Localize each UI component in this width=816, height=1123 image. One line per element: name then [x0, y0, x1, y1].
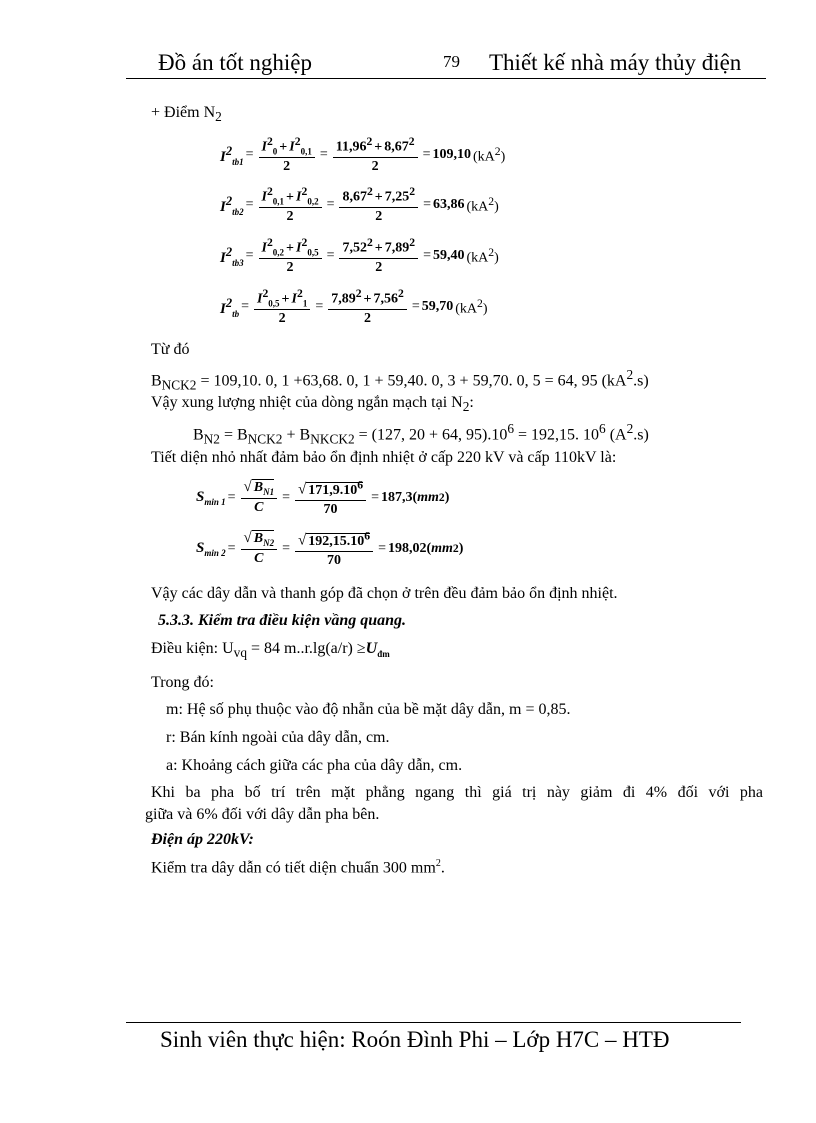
footer-rule — [126, 1022, 741, 1023]
footer-text: Sinh viên thực hiện: Roón Đình Phi – Lớp H7C – HTĐ — [160, 1027, 670, 1052]
condition-line: Điều kiện: $U_{vq} = 84$ $m..r.\lg(a/r) \ge U_{đm}$ — [151, 640, 390, 661]
trong-do-text: Trong đó: — [151, 674, 214, 691]
smin-1-equation: $S_{min 1}$ = $\frac{√ B_{N1}}{C}$ = $\frac{√ 171,9.10^6}{70}$ = 187,3( mm 2 ) — [196, 478, 450, 517]
def-m: m: Hệ số phụ thuộc vào độ nhẵn của bề mặt dây dẫn, m = 0,85. — [166, 701, 571, 718]
smin-2-equation: $S_{min 2}$ = $\frac{√ B_{N2}}{C}$ = $\frac{√ 192,15.10^6}{70}$ = 198,02( mm 2 ) — [196, 529, 464, 568]
conclusion-text: Vậy các dây dẫn và thanh góp đã chọn ở trên đều đảm bảo ổn định nhiệt. — [151, 585, 618, 602]
def-a: a: Khoảng cách giữa các pha của dây dẫn, cm. — [166, 757, 463, 774]
paragraph-line-2: giữa và 6% đối với dây dẫn pha bên. — [145, 806, 380, 823]
n2-equation-row: $I^2_{tb}$ = $\frac{I^2_{0,5} + I^2_1}{2}$ = $\frac{7,89^2 + 7,56^2}{2}$ = 59,70 $(kA^2)$ — [220, 287, 488, 327]
n2-equation-row: $I^2_{tb1}$ = $\frac{I^2_0 + I^2_{0,1}}{2}$ = $\frac{11,96^2 + 8,67^2}{2}$ = 109,10 $(kA^2)$ — [220, 135, 506, 175]
section-title: 5.3.3. Kiểm tra điều kiện vầng quang. — [158, 612, 407, 629]
tiet-dien-text: Tiết diện nhỏ nhất đảm bảo ổn định nhiệt ở cấp 220 kV và cấp 110kV là: — [151, 449, 617, 466]
n2-equation-row: $I^2_{tb3}$ = $\frac{I^2_{0,2} + I^2_{0,5}}{2}$ = $\frac{7,52^2 + 7,89^2}{2}$ = 59,40 $(kA^2)$ — [220, 236, 499, 276]
header-left: Đồ án tốt nghiệp — [158, 50, 312, 75]
header-right: Thiết kế nhà máy thủy điện — [489, 50, 742, 75]
point-label: + Điểm $N_2$ — [151, 104, 222, 125]
paragraph-line-1: Khi ba pha bố trí trên mặt phẳng ngang thì giá trị này giảm đi 4% đối với pha — [151, 784, 763, 801]
check-text: Kiểm tra dây dẫn có tiết diện chuẩn 300 $mm^2$. — [151, 858, 445, 877]
page-number: 79 — [443, 52, 460, 71]
xung-luong-text: Vậy xung lượng nhiệt của dòng ngắn mạch tại $N_2$: — [151, 394, 474, 415]
voltage-title: Điện áp 220kV: — [151, 831, 254, 848]
header-rule — [126, 78, 766, 79]
bnck-line: $B_{NCK2} = 109,10$. 0, 1 +63,68. 0, 1 + 59,40. 0, 3 + 59,70. 0, 5 = 64, 95 $(kA^2.s)$ — [151, 367, 649, 393]
def-r: r: Bán kính ngoài của dây dẫn, cm. — [166, 729, 390, 746]
n2-equation-row: $I^2_{tb2}$ = $\frac{I^2_{0,1} + I^2_{0,2}}{2}$ = $\frac{8,67^2 + 7,25^2}{2}$ = 63,86 $(kA^2)$ — [220, 185, 499, 225]
tu-do-text: Từ đó — [151, 341, 190, 358]
bn2-line: $B_{N2} = B_{NCK2} + B_{NKCK2} = (127$, 20 + 64, $95).10^6 = 192,15$. $10^6$ $(A^2.s)$ — [193, 421, 649, 447]
